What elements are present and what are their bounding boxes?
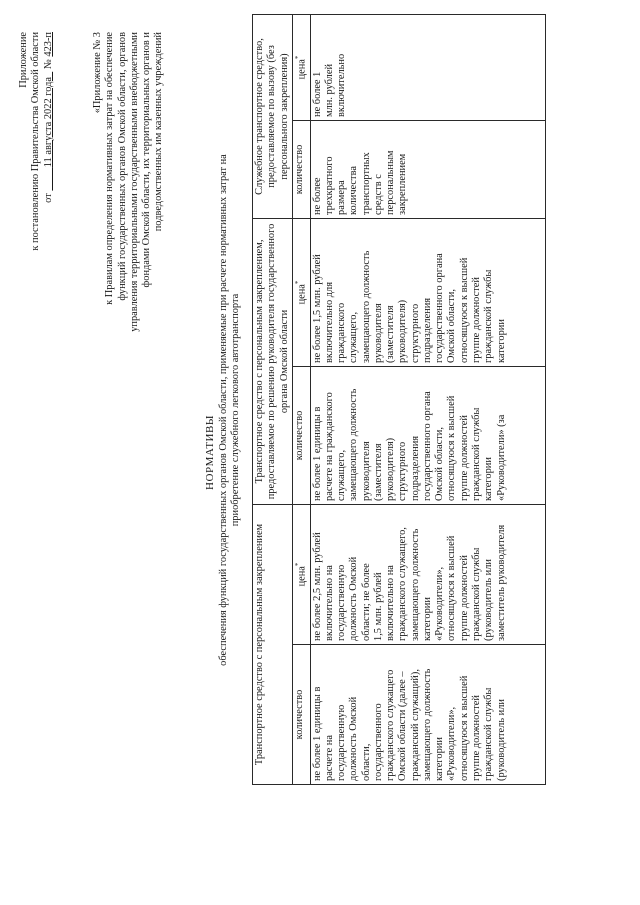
- footnote-mark: *: [293, 55, 302, 60]
- col-header-price-label: цена: [296, 284, 308, 305]
- table-body: [310, 14, 545, 784]
- col-header-quantity: количество: [292, 366, 310, 504]
- cell-line: включительно: [336, 53, 348, 117]
- col-header-price-label: цена: [296, 59, 308, 80]
- cell-line: не более: [311, 177, 323, 215]
- appendix-line-2: к Правилам определения нормативных затрат на обеспечение: [104, 32, 116, 305]
- col-header-price: [292, 504, 310, 644]
- col-header-price: [292, 218, 310, 366]
- norms-table: [252, 14, 546, 785]
- cell-line: группе должностей: [458, 415, 470, 501]
- cell-line: расчете на гражданского: [323, 392, 335, 501]
- table-cell: [310, 366, 545, 504]
- cell-line: (руководитель или: [483, 559, 495, 641]
- cell-line: трехкратного: [323, 156, 335, 215]
- cell-line: замещающего должность: [360, 250, 372, 363]
- cell-text: [312, 18, 544, 117]
- appendix-line-6: подведомственных им казенных учреждений: [153, 32, 165, 232]
- cell-line: служащего,: [348, 311, 360, 363]
- cell-line: относящуюся к высшей: [446, 535, 458, 641]
- cell-line: руководителя): [385, 437, 397, 501]
- cell-line: «Руководители»,: [434, 566, 446, 641]
- cell-line: Омской области,: [434, 427, 446, 501]
- cell-line: не более 2,5 млн. рублей: [311, 532, 323, 641]
- cell-text: [312, 508, 544, 641]
- cell-line: гражданской службы: [483, 269, 495, 363]
- cell-line: включительно для: [323, 282, 335, 363]
- table-cell: [310, 120, 545, 218]
- cell-line: подразделения: [421, 297, 433, 363]
- cell-line: государственного органа: [421, 391, 433, 501]
- cell-line: должность Омской: [348, 696, 360, 781]
- cell-line: гражданской службы: [483, 687, 495, 781]
- cell-line: (руководитель или: [495, 699, 507, 781]
- cell-line: включительно на: [385, 565, 397, 641]
- cell-line: включительно на: [323, 565, 335, 641]
- number-value: 423-п: [42, 32, 54, 57]
- cell-line: замещающего должность: [348, 388, 360, 501]
- cell-line: (заместителя: [385, 305, 397, 363]
- date-underline-tail: [43, 72, 54, 77]
- cell-line: структурного: [397, 441, 409, 501]
- cell-line: гражданского: [336, 302, 348, 363]
- header-line-date: [43, 32, 55, 251]
- cell-line: гражданский служащий),: [409, 669, 421, 781]
- cell-line: млн. рублей: [323, 63, 335, 117]
- cell-line: относящуюся к высшей: [458, 257, 470, 363]
- cell-text: [312, 222, 544, 363]
- appendix-line-4: управления территориальными государственными внебюджетными: [128, 32, 140, 332]
- cell-line: категории: [421, 597, 433, 641]
- table-column-header-row: [292, 14, 310, 784]
- table-cell: [310, 645, 545, 785]
- footnote-mark: *: [293, 562, 302, 567]
- group-header-by-decision: Транспортное средство с персональным закреплением, предоставляемое по решению руководителя государственного органа Омской области: [253, 218, 293, 504]
- cell-line: относящуюся к высшей: [446, 395, 458, 501]
- cell-line: средств с: [372, 174, 384, 215]
- group-header-personal: Транспортное средство с персональным закреплением: [253, 504, 293, 784]
- document-title: НОРМАТИВЫ: [204, 415, 216, 490]
- cell-line: «Руководители»,: [446, 706, 458, 781]
- cell-text: [312, 124, 544, 215]
- cell-line: гражданского служащего,: [397, 527, 409, 641]
- cell-line: области; не более: [360, 563, 372, 641]
- table-cell: [310, 14, 545, 120]
- cell-line: государственного: [372, 703, 384, 781]
- cell-line: не более 1 единицы в: [311, 686, 323, 781]
- cell-line: не более 1: [311, 71, 323, 117]
- footnote-mark: *: [293, 280, 302, 285]
- cell-line: замещающего должность: [421, 668, 433, 781]
- cell-line: закреплением: [397, 153, 409, 215]
- table-cell: [310, 504, 545, 644]
- cell-line: руководителя): [397, 299, 409, 363]
- cell-line: Омской области (далее –: [397, 671, 409, 781]
- cell-line: руководителя: [372, 303, 384, 363]
- cell-line: гражданского служащего: [385, 669, 397, 781]
- cell-line: категории: [434, 737, 446, 781]
- cell-line: «Руководители» (за: [495, 414, 507, 501]
- header-line-appendix: Приложение: [18, 32, 29, 88]
- cell-line: размера: [336, 180, 348, 215]
- cell-line: замещающего должность: [409, 528, 421, 641]
- date-underline: [43, 167, 54, 190]
- cell-line: государственного органа: [434, 253, 446, 363]
- cell-line: подразделения: [409, 435, 421, 501]
- cell-line: не более 1,5 млн. рублей: [311, 254, 323, 363]
- col-header-quantity: количество: [292, 645, 310, 785]
- cell-text: [312, 648, 544, 781]
- cell-line: относящуюся к высшей: [458, 675, 470, 781]
- cell-line: персональным: [385, 150, 397, 215]
- cell-line: транспортных: [360, 152, 372, 215]
- cell-text: [312, 370, 544, 501]
- cell-line: должность Омской: [348, 556, 360, 641]
- cell-line: гражданской службы: [470, 407, 482, 501]
- cell-line: группе должностей: [470, 695, 482, 781]
- date-prefix: от: [42, 193, 54, 203]
- cell-line: расчете на: [323, 735, 335, 781]
- cell-line: категории: [483, 457, 495, 501]
- cell-line: Омской области,: [446, 289, 458, 363]
- cell-line: государственную: [336, 564, 348, 641]
- appendix-line-3: функций государственных органов Омской области, органов: [116, 32, 128, 301]
- cell-line: категории: [495, 319, 507, 363]
- cell-line: государственную: [336, 704, 348, 781]
- col-header-quantity: количество: [292, 120, 310, 218]
- cell-line: 1,5 млн. рублей: [372, 572, 384, 641]
- cell-line: заместитель руководителя: [495, 524, 507, 641]
- appendix-line-5: фондами Омской области, их территориальных органов и: [141, 32, 153, 288]
- cell-line: структурного: [409, 303, 421, 363]
- table-group-header-row: [253, 14, 293, 784]
- cell-line: руководителя: [360, 441, 372, 501]
- table-row: [310, 14, 545, 784]
- date-value: 11 августа 2022 года: [42, 76, 54, 168]
- col-header-price-label: цена: [296, 566, 308, 587]
- document-subtitle: обеспечения функций государственных органов Омской области, применяемые при расчете нормативных затрат на приобретение служебного легкового автотранспорта: [218, 154, 242, 666]
- cell-line: (заместителя: [372, 443, 384, 501]
- number-prefix: №: [42, 59, 54, 70]
- cell-line: группе должностей: [458, 555, 470, 641]
- resolution-header: [18, 32, 55, 251]
- group-header-on-call: Служебное транспортное средство, предоставляемое по вызову (без персонального закрепления): [253, 14, 293, 218]
- cell-line: группе должностей: [470, 277, 482, 363]
- appendix-reference: [92, 32, 166, 332]
- cell-line: гражданской службы: [470, 547, 482, 641]
- col-header-price: [292, 14, 310, 120]
- cell-line: области,: [360, 743, 372, 781]
- header-line-resolution: к постановлению Правительства Омской области: [30, 32, 42, 251]
- appendix-line-1: «Приложение № 3: [92, 32, 103, 114]
- cell-line: количества: [348, 166, 360, 215]
- cell-line: служащего,: [336, 449, 348, 501]
- table-cell: [310, 218, 545, 366]
- cell-line: не более 1 единицы в: [311, 406, 323, 501]
